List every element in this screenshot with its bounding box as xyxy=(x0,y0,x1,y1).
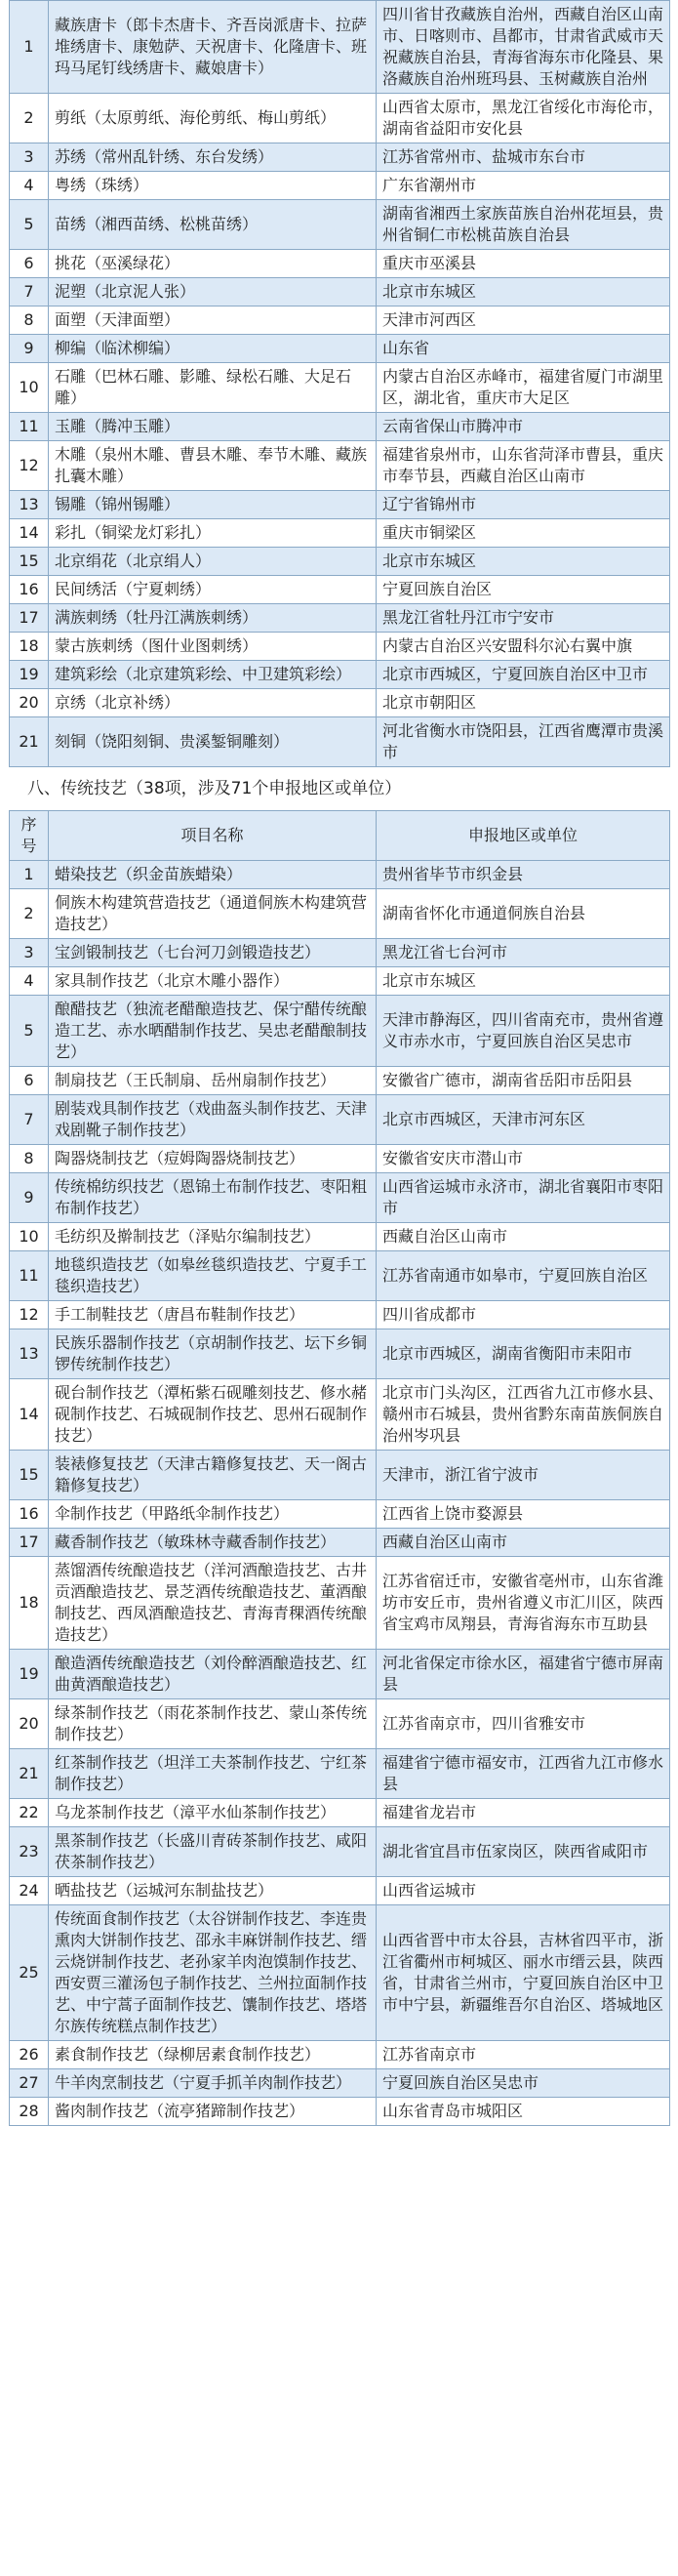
row-region: 山西省太原市，黑龙江省绥化市海伦市，湖南省益阳市安化县 xyxy=(377,94,670,143)
row-region: 山东省 xyxy=(377,335,670,363)
row-number: 5 xyxy=(10,200,49,250)
table-row xyxy=(10,604,670,633)
row-number: 24 xyxy=(10,1877,49,1905)
table-row xyxy=(10,633,670,661)
row-item-name: 柳编（临沭柳编） xyxy=(49,335,377,363)
table-row xyxy=(10,889,670,939)
table-row xyxy=(10,1,670,94)
row-number: 11 xyxy=(10,413,49,441)
row-item-name: 玉雕（腾冲玉雕） xyxy=(49,413,377,441)
table-row xyxy=(10,1905,670,2041)
row-item-name: 酿造酒传统酿造技艺（刘伶醉酒酿造技艺、红曲黄酒酿造技艺） xyxy=(49,1650,377,1699)
row-region: 四川省甘孜藏族自治州，西藏自治区山南市、日喀则市、昌都市，甘肃省武威市天祝藏族自治县，青海省海东市化隆县、果洛藏族自治州班玛县、玉树藏族自治州 xyxy=(377,1,670,94)
table-row xyxy=(10,1827,670,1877)
row-item-name: 木雕（泉州木雕、曹县木雕、奉节木雕、藏族扎囊木雕） xyxy=(49,441,377,491)
row-number: 13 xyxy=(10,491,49,519)
table-row xyxy=(10,967,670,996)
row-item-name: 传统面食制作技艺（太谷饼制作技艺、李连贵熏肉大饼制作技艺、邵永丰麻饼制作技艺、缙云烧饼制作技艺、老孙家羊肉泡馍制作技艺、西安贾三灌汤包子制作技艺、兰州拉面制作技艺、中宁蒿子面制作技艺、馕制作技艺、塔塔尔族传统糕点制作技艺） xyxy=(49,1905,377,2041)
row-region: 安徽省广德市，湖南省岳阳市岳阳县 xyxy=(377,1067,670,1095)
row-region: 江苏省常州市、盐城市东台市 xyxy=(377,143,670,172)
row-region: 宁夏回族自治区吴忠市 xyxy=(377,2069,670,2098)
row-region: 福建省泉州市，山东省菏泽市曹县，重庆市奉节县，西藏自治区山南市 xyxy=(377,441,670,491)
row-item-name: 装裱修复技艺（天津古籍修复技艺、天一阁古籍修复技艺） xyxy=(49,1451,377,1500)
header-item: 项目名称 xyxy=(49,811,377,861)
row-region: 湖南省怀化市通道侗族自治县 xyxy=(377,889,670,939)
table-row xyxy=(10,2041,670,2069)
row-region: 云南省保山市腾冲市 xyxy=(377,413,670,441)
row-item-name: 藏族唐卡（郎卡杰唐卡、齐吾岗派唐卡、拉萨堆绣唐卡、康勉萨、天祝唐卡、化隆唐卡、班玛马尾钉线绣唐卡、藏娘唐卡） xyxy=(49,1,377,94)
row-item-name: 蒙古族刺绣（图什业图刺绣） xyxy=(49,633,377,661)
row-region: 北京市东城区 xyxy=(377,967,670,996)
row-number: 17 xyxy=(10,604,49,633)
row-number: 6 xyxy=(10,1067,49,1095)
row-number: 7 xyxy=(10,1095,49,1145)
row-number: 18 xyxy=(10,633,49,661)
row-number: 4 xyxy=(10,967,49,996)
row-number: 14 xyxy=(10,1379,49,1451)
row-region: 山东省青岛市城阳区 xyxy=(377,2098,670,2126)
row-region: 黑龙江省七台河市 xyxy=(377,939,670,967)
table-row xyxy=(10,491,670,519)
table-row xyxy=(10,1301,670,1329)
table-row xyxy=(10,1877,670,1905)
row-number: 9 xyxy=(10,1173,49,1223)
row-number: 12 xyxy=(10,441,49,491)
table-row xyxy=(10,441,670,491)
row-item-name: 苏绣（常州乱针绣、东台发绣） xyxy=(49,143,377,172)
table-row xyxy=(10,1500,670,1529)
row-region: 山西省晋中市太谷县，吉林省四平市，浙江省衢州市柯城区、丽水市缙云县，陕西省，甘肃省兰州市，宁夏回族自治区中卫市中宁县，新疆维吾尔自治区、塔城地区 xyxy=(377,1905,670,2041)
row-region: 西藏自治区山南市 xyxy=(377,1529,670,1557)
row-item-name: 北京绢花（北京绢人） xyxy=(49,548,377,576)
row-item-name: 素食制作技艺（绿柳居素食制作技艺） xyxy=(49,2041,377,2069)
row-number: 2 xyxy=(10,889,49,939)
table-row xyxy=(10,307,670,335)
table-row xyxy=(10,1749,670,1799)
row-number: 20 xyxy=(10,1699,49,1749)
row-item-name: 蒸馏酒传统酿造技艺（洋河酒酿造技艺、古井贡酒酿造技艺、景芝酒传统酿造技艺、董酒酿制技艺、西凤酒酿造技艺、青海青稞酒传统酿造技艺） xyxy=(49,1557,377,1650)
row-region: 重庆市巫溪县 xyxy=(377,250,670,278)
row-region: 北京市朝阳区 xyxy=(377,689,670,717)
row-item-name: 侗族木构建筑营造技艺（通道侗族木构建筑营造技艺） xyxy=(49,889,377,939)
table-row xyxy=(10,143,670,172)
table-row xyxy=(10,1650,670,1699)
table-row xyxy=(10,94,670,143)
table-row xyxy=(10,576,670,604)
row-item-name: 剧装戏具制作技艺（戏曲盔头制作技艺、天津戏剧靴子制作技艺） xyxy=(49,1095,377,1145)
row-region: 黑龙江省牡丹江市宁安市 xyxy=(377,604,670,633)
row-number: 3 xyxy=(10,939,49,967)
row-region: 安徽省安庆市潜山市 xyxy=(377,1145,670,1173)
row-number: 1 xyxy=(10,861,49,889)
row-item-name: 晒盐技艺（运城河东制盐技艺） xyxy=(49,1877,377,1905)
table-row xyxy=(10,1557,670,1650)
table-row xyxy=(10,1451,670,1500)
row-region: 福建省龙岩市 xyxy=(377,1799,670,1827)
row-item-name: 民族乐器制作技艺（京胡制作技艺、坛下乡铜锣传统制作技艺） xyxy=(49,1329,377,1379)
row-item-name: 伞制作技艺（甲路纸伞制作技艺） xyxy=(49,1500,377,1529)
row-number: 8 xyxy=(10,1145,49,1173)
row-region: 四川省成都市 xyxy=(377,1301,670,1329)
row-number: 10 xyxy=(10,363,49,413)
row-item-name: 石雕（巴林石雕、影雕、绿松石雕、大足石雕） xyxy=(49,363,377,413)
row-item-name: 粤绣（珠绣） xyxy=(49,172,377,200)
row-number: 19 xyxy=(10,661,49,689)
row-region: 江西省上饶市婺源县 xyxy=(377,1500,670,1529)
row-item-name: 地毯织造技艺（如皋丝毯织造技艺、宁夏手工毯织造技艺） xyxy=(49,1251,377,1301)
row-region: 北京市东城区 xyxy=(377,278,670,307)
row-number: 28 xyxy=(10,2098,49,2126)
row-number: 7 xyxy=(10,278,49,307)
row-item-name: 陶器烧制技艺（痘姆陶器烧制技艺） xyxy=(49,1145,377,1173)
row-number: 17 xyxy=(10,1529,49,1557)
table-row xyxy=(10,363,670,413)
row-item-name: 藏香制作技艺（敏珠林寺藏香制作技艺） xyxy=(49,1529,377,1557)
row-item-name: 毛纺织及擀制技艺（泽贴尔编制技艺） xyxy=(49,1223,377,1251)
table-row xyxy=(10,2069,670,2098)
row-number: 2 xyxy=(10,94,49,143)
row-region: 重庆市铜梁区 xyxy=(377,519,670,548)
table-row xyxy=(10,1173,670,1223)
row-number: 25 xyxy=(10,1905,49,2041)
row-region: 北京市西城区，天津市河东区 xyxy=(377,1095,670,1145)
table-section-8 xyxy=(9,810,670,2126)
row-item-name: 乌龙茶制作技艺（漳平水仙茶制作技艺） xyxy=(49,1799,377,1827)
table-row xyxy=(10,1095,670,1145)
row-item-name: 酱肉制作技艺（流亭猪蹄制作技艺） xyxy=(49,2098,377,2126)
table-row xyxy=(10,335,670,363)
row-item-name: 锡雕（锦州锡雕） xyxy=(49,491,377,519)
header-region: 申报地区或单位 xyxy=(377,811,670,861)
row-number: 21 xyxy=(10,717,49,767)
row-item-name: 传统棉纺织技艺（恩锦土布制作技艺、枣阳粗布制作技艺） xyxy=(49,1173,377,1223)
row-item-name: 宝剑锻制技艺（七台河刀剑锻造技艺） xyxy=(49,939,377,967)
row-region: 北京市门头沟区，江西省九江市修水县、赣州市石城县，贵州省黔东南苗族侗族自治州岑巩县 xyxy=(377,1379,670,1451)
section-8-title: 八、传统技艺（38项，涉及71个申报地区或单位） xyxy=(27,779,402,798)
row-number: 8 xyxy=(10,307,49,335)
row-region: 北京市西城区，湖南省衡阳市耒阳市 xyxy=(377,1329,670,1379)
row-item-name: 家具制作技艺（北京木雕小器作） xyxy=(49,967,377,996)
row-number: 5 xyxy=(10,996,49,1067)
row-item-name: 牛羊肉烹制技艺（宁夏手抓羊肉制作技艺） xyxy=(49,2069,377,2098)
row-region: 湖南省湘西土家族苗族自治州花垣县，贵州省铜仁市松桃苗族自治县 xyxy=(377,200,670,250)
row-number: 14 xyxy=(10,519,49,548)
row-item-name: 面塑（天津面塑） xyxy=(49,307,377,335)
row-number: 4 xyxy=(10,172,49,200)
row-item-name: 制扇技艺（王氏制扇、岳州扇制作技艺） xyxy=(49,1067,377,1095)
row-number: 16 xyxy=(10,576,49,604)
row-region: 宁夏回族自治区 xyxy=(377,576,670,604)
table-row xyxy=(10,1379,670,1451)
table-row xyxy=(10,172,670,200)
row-region: 北京市西城区，宁夏回族自治区中卫市 xyxy=(377,661,670,689)
row-item-name: 绿茶制作技艺（雨花茶制作技艺、蒙山茶传统制作技艺） xyxy=(49,1699,377,1749)
row-number: 26 xyxy=(10,2041,49,2069)
row-number: 11 xyxy=(10,1251,49,1301)
table-row xyxy=(10,717,670,767)
row-region: 湖北省宜昌市伍家岗区，陕西省咸阳市 xyxy=(377,1827,670,1877)
row-region: 福建省宁德市福安市，江西省九江市修水县 xyxy=(377,1749,670,1799)
row-region: 北京市东城区 xyxy=(377,548,670,576)
row-item-name: 京绣（北京补绣） xyxy=(49,689,377,717)
row-item-name: 苗绣（湘西苗绣、松桃苗绣） xyxy=(49,200,377,250)
table-row xyxy=(10,413,670,441)
row-number: 16 xyxy=(10,1500,49,1529)
row-region: 山西省运城市 xyxy=(377,1877,670,1905)
row-number: 10 xyxy=(10,1223,49,1251)
row-region: 天津市，浙江省宁波市 xyxy=(377,1451,670,1500)
row-region: 河北省衡水市饶阳县，江西省鹰潭市贵溪市 xyxy=(377,717,670,767)
table-row xyxy=(10,1329,670,1379)
row-number: 15 xyxy=(10,548,49,576)
row-number: 6 xyxy=(10,250,49,278)
table-row xyxy=(10,278,670,307)
row-number: 19 xyxy=(10,1650,49,1699)
row-item-name: 砚台制作技艺（潭柘紫石砚雕刻技艺、修水赭砚制作技艺、石城砚制作技艺、思州石砚制作技艺） xyxy=(49,1379,377,1451)
row-number: 20 xyxy=(10,689,49,717)
row-number: 3 xyxy=(10,143,49,172)
row-number: 18 xyxy=(10,1557,49,1650)
table-row xyxy=(10,939,670,967)
table-row xyxy=(10,200,670,250)
row-region: 内蒙古自治区兴安盟科尔沁右翼中旗 xyxy=(377,633,670,661)
header-no: 序号 xyxy=(10,811,49,861)
row-item-name: 剪纸（太原剪纸、海伦剪纸、梅山剪纸） xyxy=(49,94,377,143)
table-row xyxy=(10,861,670,889)
row-number: 27 xyxy=(10,2069,49,2098)
row-number: 13 xyxy=(10,1329,49,1379)
row-item-name: 建筑彩绘（北京建筑彩绘、中卫建筑彩绘） xyxy=(49,661,377,689)
row-region: 江苏省南京市，四川省雅安市 xyxy=(377,1699,670,1749)
table-row xyxy=(10,1067,670,1095)
table-row xyxy=(10,2098,670,2126)
row-number: 9 xyxy=(10,335,49,363)
row-number: 12 xyxy=(10,1301,49,1329)
row-item-name: 民间绣活（宁夏刺绣） xyxy=(49,576,377,604)
table-row xyxy=(10,1251,670,1301)
row-number: 1 xyxy=(10,1,49,94)
row-region: 辽宁省锦州市 xyxy=(377,491,670,519)
row-item-name: 挑花（巫溪绿花） xyxy=(49,250,377,278)
table-header-row xyxy=(10,811,670,861)
table-row xyxy=(10,1145,670,1173)
row-number: 15 xyxy=(10,1451,49,1500)
row-region: 天津市静海区，四川省南充市，贵州省遵义市赤水市，宁夏回族自治区吴忠市 xyxy=(377,996,670,1067)
row-item-name: 黑茶制作技艺（长盛川青砖茶制作技艺、咸阳茯茶制作技艺） xyxy=(49,1827,377,1877)
table-row xyxy=(10,1223,670,1251)
row-item-name: 泥塑（北京泥人张） xyxy=(49,278,377,307)
table-row xyxy=(10,250,670,278)
row-item-name: 酿醋技艺（独流老醋酿造技艺、保宁醋传统酿造工艺、赤水晒醋制作技艺、吴忠老醋酿制技艺） xyxy=(49,996,377,1067)
row-item-name: 彩扎（铜梁龙灯彩扎） xyxy=(49,519,377,548)
row-region: 江苏省南京市 xyxy=(377,2041,670,2069)
row-region: 江苏省南通市如皋市，宁夏回族自治区 xyxy=(377,1251,670,1301)
table-row xyxy=(10,996,670,1067)
row-item-name: 手工制鞋技艺（唐昌布鞋制作技艺） xyxy=(49,1301,377,1329)
row-number: 23 xyxy=(10,1827,49,1877)
row-region: 天津市河西区 xyxy=(377,307,670,335)
row-item-name: 刻铜（饶阳刻铜、贵溪錾铜雕刻） xyxy=(49,717,377,767)
row-item-name: 红茶制作技艺（坦洋工夫茶制作技艺、宁红茶制作技艺） xyxy=(49,1749,377,1799)
table-row xyxy=(10,1799,670,1827)
row-item-name: 蜡染技艺（织金苗族蜡染） xyxy=(49,861,377,889)
table-section-7 xyxy=(9,0,670,767)
row-region: 贵州省毕节市织金县 xyxy=(377,861,670,889)
row-number: 21 xyxy=(10,1749,49,1799)
row-number: 22 xyxy=(10,1799,49,1827)
table-row xyxy=(10,548,670,576)
row-region: 江苏省宿迁市，安徽省亳州市，山东省潍坊市安丘市，贵州省遵义市汇川区，陕西省宝鸡市凤翔县，青海省海东市互助县 xyxy=(377,1557,670,1650)
table-row xyxy=(10,1529,670,1557)
row-region: 内蒙古自治区赤峰市，福建省厦门市湖里区，湖北省，重庆市大足区 xyxy=(377,363,670,413)
table-row xyxy=(10,661,670,689)
table-row xyxy=(10,519,670,548)
row-region: 山西省运城市永济市，湖北省襄阳市枣阳市 xyxy=(377,1173,670,1223)
table-row xyxy=(10,1699,670,1749)
row-region: 河北省保定市徐水区，福建省宁德市屏南县 xyxy=(377,1650,670,1699)
row-region: 广东省潮州市 xyxy=(377,172,670,200)
table-row xyxy=(10,689,670,717)
row-item-name: 满族刺绣（牡丹江满族刺绣） xyxy=(49,604,377,633)
row-region: 西藏自治区山南市 xyxy=(377,1223,670,1251)
